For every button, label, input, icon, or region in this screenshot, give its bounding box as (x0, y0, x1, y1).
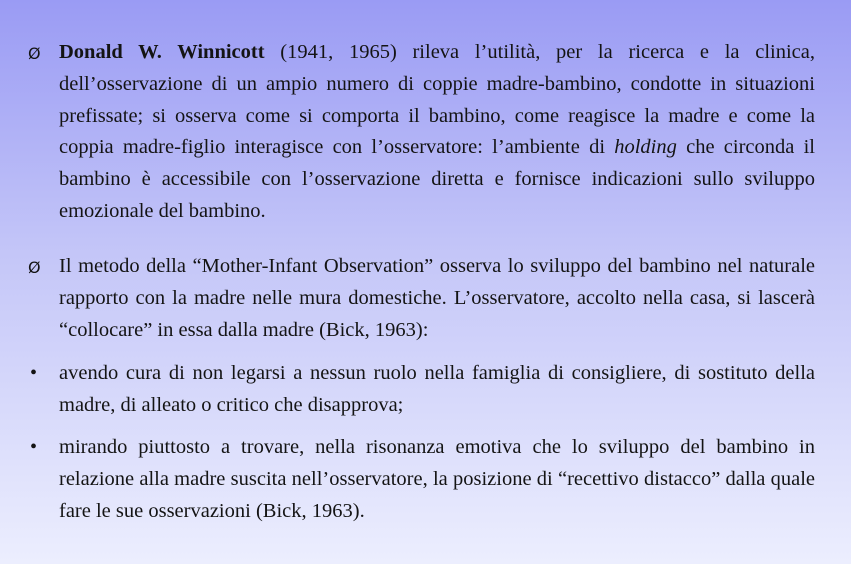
dot-bullet-icon: • (30, 362, 38, 384)
bullet-item-method (28, 251, 815, 346)
author-name: Donald W. Winnicott (59, 41, 265, 63)
bullet-text: mirando piuttosto a trovare, nella risonanza emotiva che lo sviluppo del bambino in relazione alla madre suscita nell’osservatore, la posizione di “recettivo distacco” dalla quale fare le sue osservazioni (Bick, 1963). (59, 436, 815, 522)
sub-bullet-item-role (28, 358, 815, 422)
text-segment: che circonda il bambino è accessibile con l’osservazione diretta e fornisce indicazioni sullo sviluppo emozionale del bambino. (59, 136, 815, 222)
bullet-text: Il metodo della “Mother-Infant Observation” osserva lo sviluppo del bambino nel naturale rapporto con la madre nelle mura domestiche. L’osservatore, accolto nella casa, si lascerà “collocare” in essa dalla madre (Bick, 1963): (59, 255, 815, 341)
dot-bullet-icon: • (30, 436, 38, 458)
bullet-text (59, 37, 815, 228)
bullet-text: avendo cura di non legarsi a nessun ruolo nella famiglia di consigliere, di sostituto della madre, di alleato o critico che disapprova; (59, 362, 815, 416)
bullet-item-winnicott (28, 37, 815, 228)
sub-bullet-item-position (28, 432, 815, 527)
arrow-bullet-icon: Ø (28, 258, 41, 277)
arrow-bullet-icon: Ø (28, 44, 41, 63)
text-segment: (1941, 1965) rileva l’utilità, per la ricerca e la clinica, dell’osservazione di un ampio numero di coppie madre-bambino, condotte in situazioni prefissate; si osserva come si comporta il bambino, come reagisce la madre e come la coppia madre-figlio interagisce con l’osservatore: l’ambiente di (59, 41, 815, 159)
emphasis-term: holding (614, 136, 677, 159)
